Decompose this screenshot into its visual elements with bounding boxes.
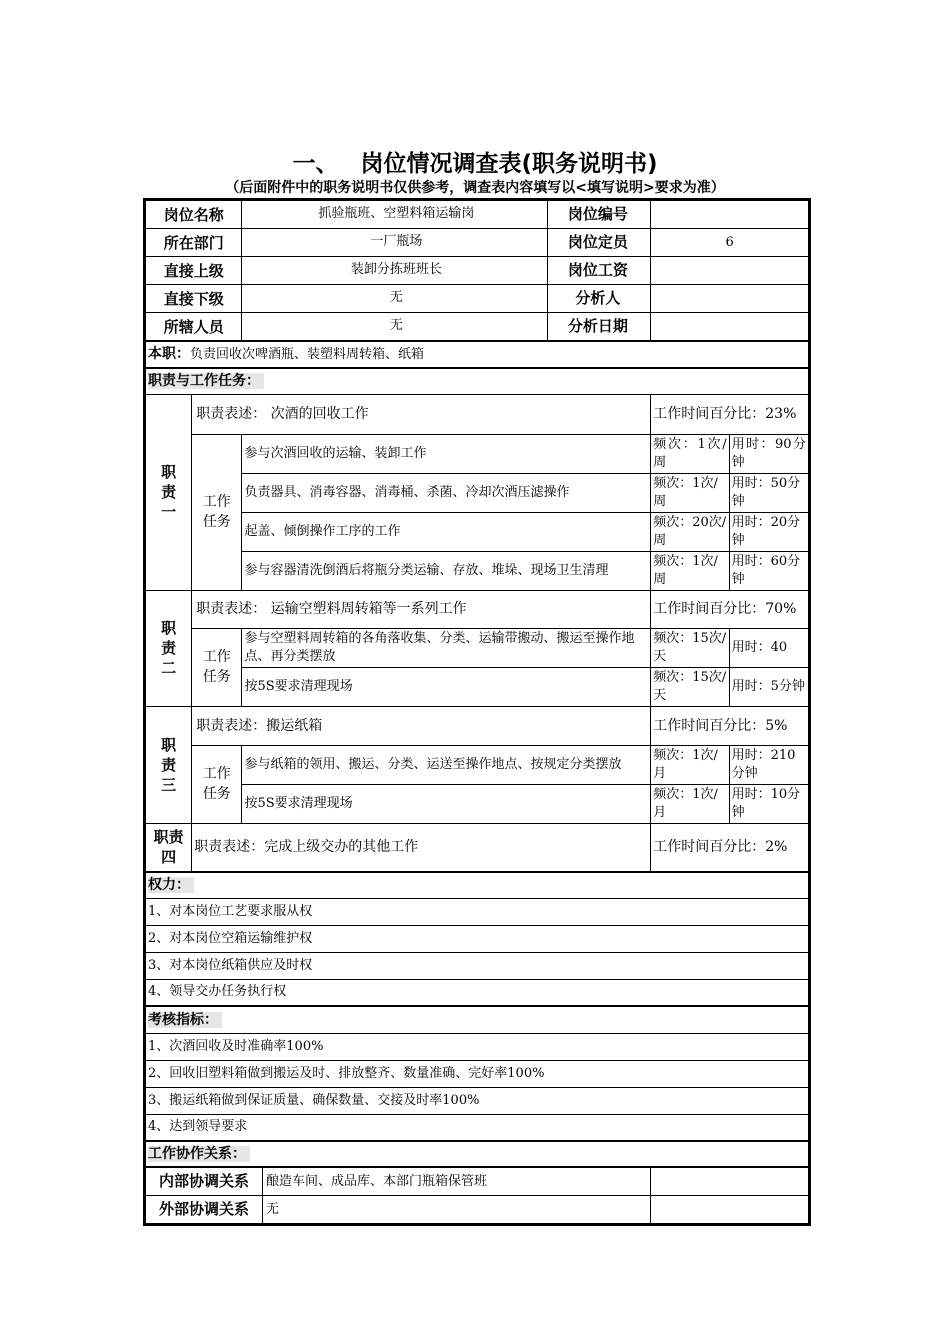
task-row	[146, 512, 809, 551]
basic-value-text: 装卸分拣班班长	[245, 257, 548, 285]
duty-1-desc: 职责表述： 次酒的回收工作	[192, 394, 651, 434]
relations-header-text: 工作协作关系：	[148, 1146, 250, 1162]
basic-value-2	[651, 313, 809, 342]
benzhi-row	[146, 341, 809, 368]
duty-2-label: 职责二	[146, 590, 192, 706]
basic-value	[242, 257, 651, 285]
task-freq: 频次：1次/周	[651, 551, 729, 590]
basic-value-text: 无	[245, 285, 548, 313]
task-freq: 频次：1次/周	[651, 473, 729, 512]
task-time: 用时：90分钟	[729, 434, 808, 473]
basic-value-text: 无	[245, 313, 548, 342]
relation-empty	[651, 1167, 809, 1196]
task-text: 按5S要求清理现场	[242, 667, 651, 706]
benzhi-label: 本职：	[148, 346, 190, 362]
benzhi	[146, 341, 809, 368]
power-header-row	[146, 872, 809, 898]
task-text: 按5S要求清理现场	[242, 784, 651, 823]
duties-header	[146, 368, 809, 394]
basic-value-2	[651, 285, 809, 313]
task-text: 参与容器清洗倒酒后将瓶分类运输、存放、堆垛、现场卫生清理	[242, 551, 651, 590]
relations-header	[146, 1141, 809, 1167]
power-header-text: 权力：	[148, 877, 194, 893]
kpi-row	[146, 1060, 809, 1087]
duty-2-pct: 工作时间百分比：70%	[651, 590, 809, 628]
power-item: 4、领导交办任务执行权	[146, 979, 809, 1006]
task-row	[146, 667, 809, 706]
power-row	[146, 952, 809, 979]
kpi-row	[146, 1087, 809, 1114]
power-row	[146, 925, 809, 952]
relation-label: 内部协调关系	[146, 1168, 263, 1195]
kpi-item: 3、搬运纸箱做到保证质量、确保数量、交接及时率100%	[146, 1087, 809, 1114]
kpi-item: 1、次酒回收及时准确率100%	[146, 1033, 809, 1060]
relation-cell	[146, 1196, 651, 1224]
task-time: 用时：40	[729, 628, 808, 667]
basic-value	[242, 285, 651, 313]
task-freq: 频次：1次/月	[651, 784, 729, 823]
duty-4-desc: 职责表述：完成上级交办的其他工作	[192, 823, 651, 872]
power-header	[146, 872, 809, 898]
task-row	[146, 784, 809, 823]
relation-value: 酿造车间、成品库、本部门瓶箱保管班	[266, 1174, 488, 1189]
duties-header-row	[146, 368, 809, 394]
duty-desc-row	[146, 394, 809, 434]
page-title	[0, 145, 950, 178]
title-number: 一、	[292, 151, 339, 177]
basic-row	[146, 257, 809, 285]
basic-label-2: 分析人	[575, 289, 621, 307]
task-text: 参与次酒回收的运输、装卸工作	[242, 434, 651, 473]
basic-label: 直接下级	[146, 285, 242, 313]
task-text: 参与空塑料周转箱的各角落收集、分类、运输带搬动、搬运至操作地点、再分类摆放	[242, 628, 651, 667]
basic-value-2	[651, 201, 809, 229]
kpi-header-text: 考核指标：	[148, 1012, 222, 1028]
basic-value	[242, 313, 651, 342]
task-row	[146, 551, 809, 590]
task-freq: 频次：1次/月	[651, 745, 729, 784]
task-row	[146, 473, 809, 512]
task-row	[146, 628, 809, 667]
basic-label-2: 岗位工资	[567, 261, 628, 279]
task-row	[146, 434, 809, 473]
task-label: 工作任务	[192, 628, 242, 706]
task-freq: 频次：15次/天	[651, 628, 729, 667]
power-row	[146, 979, 809, 1006]
basic-row	[146, 201, 809, 229]
task-text: 参与纸箱的领用、搬运、分类、运送至操作地点、按规定分类摆放	[242, 745, 651, 784]
duty-3-desc: 职责表述：搬运纸箱	[192, 706, 651, 745]
survey-table	[143, 198, 811, 1226]
duty-4-pct: 工作时间百分比：2%	[651, 823, 809, 872]
page-subtitle: （后面附件中的职务说明书仅供参考，调查表内容填写以<填写说明>要求为准）	[225, 180, 725, 196]
task-time: 用时：50分钟	[729, 473, 808, 512]
power-row	[146, 898, 809, 925]
basic-row	[146, 285, 809, 313]
relation-row	[146, 1167, 809, 1196]
duty-4-label: 职责四	[146, 823, 192, 872]
task-text: 负责器具、消毒容器、消毒桶、杀菌、冷却次酒压滤操作	[242, 473, 651, 512]
kpi-header-row	[146, 1006, 809, 1033]
task-time: 用时：20分钟	[729, 512, 808, 551]
duty-desc-row	[146, 590, 809, 628]
task-time: 用时：60分钟	[729, 551, 808, 590]
task-label: 工作任务	[192, 745, 242, 823]
relation-cell	[146, 1167, 651, 1196]
duty-1-label: 职责一	[146, 394, 192, 590]
duties-header-text: 职责与工作任务：	[148, 373, 264, 389]
task-freq: 频次：1次/周	[651, 434, 729, 473]
basic-row	[146, 229, 809, 257]
title-text: 岗位情况调查表(职务说明书)	[360, 151, 658, 177]
task-text: 起盖、倾倒操作工序的工作	[242, 512, 651, 551]
power-item: 2、对本岗位空箱运输维护权	[146, 925, 809, 952]
benzhi-text: 负责回收次啤酒瓶、装塑料周转箱、纸箱	[190, 347, 425, 362]
basic-label: 所辖人员	[146, 313, 242, 342]
power-item: 3、对本岗位纸箱供应及时权	[146, 952, 809, 979]
basic-value	[242, 201, 651, 229]
basic-value-text: 抓验瓶班、空塑料箱运输岗	[245, 201, 548, 229]
kpi-item: 4、达到领导要求	[146, 1114, 809, 1141]
task-freq: 频次：20次/周	[651, 512, 729, 551]
basic-label: 所在部门	[146, 229, 242, 257]
basic-row	[146, 313, 809, 342]
task-label: 工作任务	[192, 434, 242, 590]
relation-empty	[651, 1196, 809, 1224]
task-freq: 频次：15次/天	[651, 667, 729, 706]
duty-desc-row	[146, 706, 809, 745]
relation-label: 外部协调关系	[146, 1196, 263, 1223]
task-time: 用时：5分钟	[729, 667, 808, 706]
power-item: 1、对本岗位工艺要求服从权	[146, 898, 809, 925]
basic-value-2	[651, 257, 809, 285]
basic-label-2: 岗位定员	[567, 233, 628, 251]
task-time: 用时：10分钟	[729, 784, 808, 823]
task-time: 用时：210分钟	[729, 745, 808, 784]
task-row	[146, 745, 809, 784]
duty-desc-row	[146, 823, 809, 872]
kpi-item: 2、回收旧塑料箱做到搬运及时、排放整齐、数量准确、完好率100%	[146, 1060, 809, 1087]
relations-header-row	[146, 1141, 809, 1167]
basic-value	[242, 229, 651, 257]
basic-label: 岗位名称	[146, 201, 242, 229]
duty-2-desc: 职责表述： 运输空塑料周转箱等一系列工作	[192, 590, 651, 628]
duty-1-pct: 工作时间百分比：23%	[651, 394, 809, 434]
kpi-row	[146, 1114, 809, 1141]
basic-label: 直接上级	[146, 257, 242, 285]
basic-label-2: 岗位编号	[567, 205, 628, 223]
duty-3-pct: 工作时间百分比：5%	[651, 706, 809, 745]
relation-row	[146, 1196, 809, 1224]
duty-3-label: 职责三	[146, 706, 192, 823]
basic-label-2: 分析日期	[567, 317, 628, 335]
kpi-row	[146, 1033, 809, 1060]
basic-value-text: 一厂瓶场	[245, 229, 548, 257]
relation-value: 无	[266, 1202, 280, 1217]
basic-value-2: 6	[651, 229, 809, 257]
kpi-header	[146, 1006, 809, 1033]
